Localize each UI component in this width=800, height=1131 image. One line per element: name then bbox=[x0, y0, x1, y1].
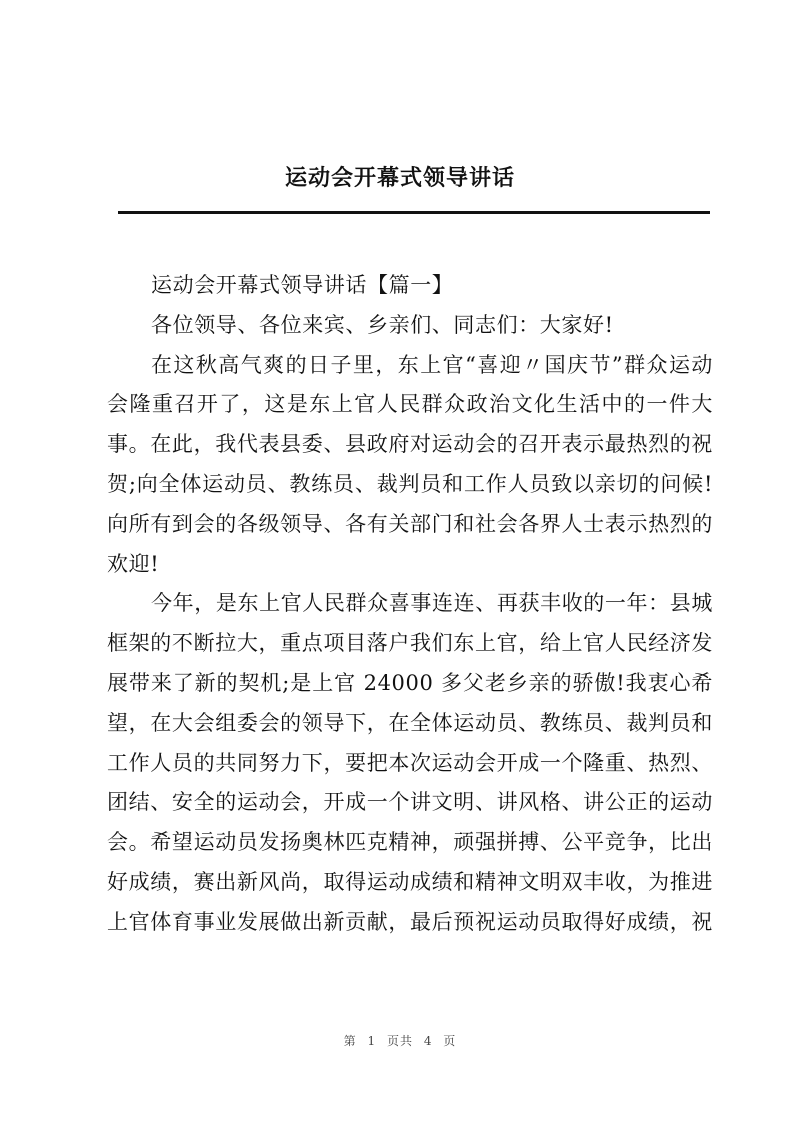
text-line: 在这秋高气爽的日子里，东上官“喜迎〃国庆节”群众运动 bbox=[151, 352, 713, 377]
text-line: 工作人员的共同努力下，要把本次运动会开成一个隆重、热烈、 bbox=[107, 750, 713, 775]
footer-page-total: 4 bbox=[423, 1034, 433, 1048]
footer-di: 第 bbox=[343, 1034, 357, 1048]
text-line: 各位领导、各位来宾、乡亲们、同志们：大家好! bbox=[151, 312, 614, 337]
text-line: 运动会开幕式领导讲话【篇一】 bbox=[151, 273, 454, 297]
footer-page-current: 1 bbox=[367, 1034, 377, 1048]
title-underline bbox=[118, 211, 710, 214]
text-line: 好成绩，赛出新风尚，取得运动成绩和精神文明双丰收，为推进 bbox=[107, 869, 713, 894]
text-line: 望，在大会组委会的领导下，在全体运动员、教练员、裁判员和 bbox=[107, 710, 713, 735]
text-line: 贺;向全体运动员、教练员、裁判员和工作人员致以亲切的问候! bbox=[107, 471, 713, 496]
text-line: 团结、安全的运动会，开成一个讲文明、讲风格、讲公正的运动 bbox=[107, 790, 713, 815]
text-line: 框架的不断拉大，重点项目落户我们东上官，给上官人民经济发 bbox=[107, 631, 713, 656]
text-line: 会隆重召开了，这是东上官人民群众政治文化生活中的一件大 bbox=[107, 392, 713, 417]
text-line: 事。在此，我代表县委、县政府对运动会的召开表示最热烈的祝 bbox=[107, 432, 713, 457]
footer-ye-gong: 页共 bbox=[386, 1034, 413, 1048]
text-line: 欢迎! bbox=[107, 551, 160, 576]
text-line: 向所有到会的各级领导、各有关部门和社会各界人士表示热烈的 bbox=[107, 511, 713, 536]
text-line: 会。希望运动员发扬奥林匹克精神，顽强拼搏、公平竞争，比出 bbox=[107, 830, 713, 855]
footer-ye: 页 bbox=[443, 1034, 457, 1048]
text-line: 今年，是东上官人民群众喜事连连、再获丰收的一年：县城 bbox=[151, 591, 713, 616]
text-line: 上官体育事业发展做出新贡献，最后预祝运动员取得好成绩，祝 bbox=[107, 909, 713, 934]
document-title: 运动会开幕式领导讲话 bbox=[284, 166, 515, 191]
page-footer bbox=[0, 1032, 800, 1050]
text-line: 展带来了新的契机;是上官 24000 多父老乡亲的骄傲!我衷心希 bbox=[107, 670, 713, 695]
document-body bbox=[107, 266, 713, 943]
